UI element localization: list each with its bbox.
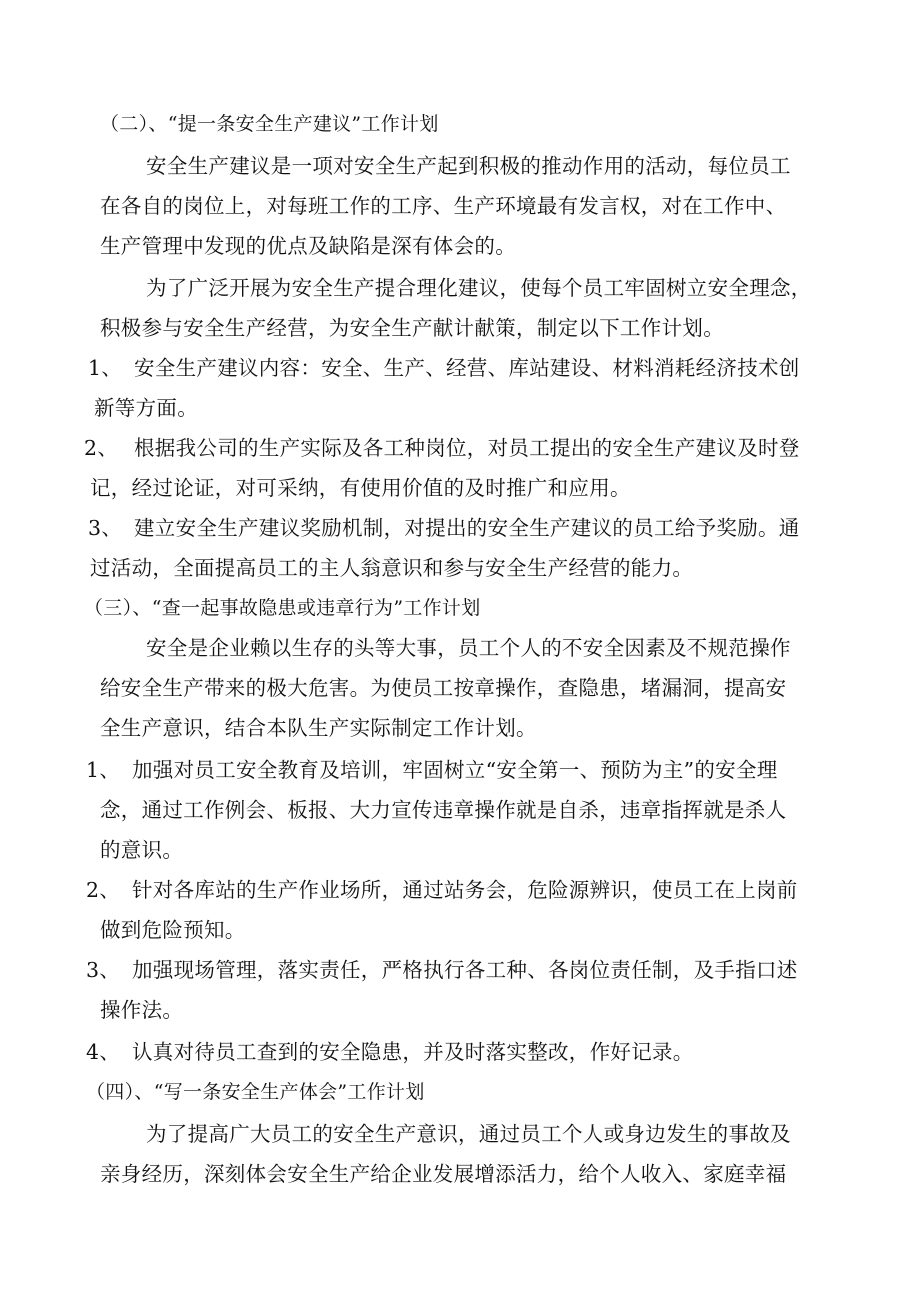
list-item-line: 过活动，全面提高员工的主人翁意识和参与安全生产经营的能力。 [90,556,694,580]
list-item-line: 加强现场管理，落实责任，严格执行各工种、各岗位责任制，及手指口述 [132,958,798,982]
list-item-line: 念，通过工作例会、板报、大力宣传违章操作就是自杀，违章指挥就是杀人 [100,798,787,822]
list-item-number: 2、 [86,878,121,902]
list-item-line: 记，经过论证，对可采纳，有使用价值的及时推广和应用。 [90,476,631,500]
list-item-line: 的意识。 [100,838,184,862]
list-item-line: 针对各库站的生产作业场所，通过站务会，危险源辨识，使员工在上岗前 [132,878,798,902]
paragraph-line: 亲身经历，深刻体会安全生产给企业发展增添活力，给个人收入、家庭幸福 [100,1162,787,1186]
paragraph-line: 为了提高广大员工的安全生产意识，通过员工个人或身边发生的事故及 [146,1122,791,1146]
list-item-line: 新等方面。 [94,396,198,420]
paragraph-line: 积极参与安全生产经营，为安全生产献计献策，制定以下工作计划。 [100,316,724,340]
section-heading: （四）、“写一条安全生产体会”工作计划 [86,1081,425,1103]
paragraph-line: 生产管理中发现的优点及缺陷是深有体会的。 [100,234,516,258]
list-item-number: 3、 [86,958,121,982]
list-item-line: 认真对待员工查到的安全隐患，并及时落实整改，作好记录。 [132,1040,694,1064]
list-item-number: 2、 [84,436,119,460]
section-heading: （三）、“查一起事故隐患或违章行为”工作计划 [84,597,481,619]
paragraph-line: 在各自的岗位上，对每班工作的工序、生产环境最有发言权，对在工作中、 [100,194,787,218]
list-item-number: 3、 [88,516,123,540]
list-item-line: 操作法。 [100,998,184,1022]
list-item-number: 4、 [86,1040,121,1064]
paragraph-line: 全生产意识，结合本队生产实际制定工作计划。 [100,716,537,740]
list-item-line: 根据我公司的生产实际及各工种岗位，对员工提出的安全生产建议及时登 [134,436,800,460]
section-heading: （二）、“提一条安全生产建议”工作计划 [100,113,439,135]
paragraph-line: 安全是企业赖以生存的头等大事，员工个人的不安全因素及不规范操作 [146,636,791,660]
list-item-number: 1、 [86,758,121,782]
paragraph-line: 给安全生产带来的极大危害。为使员工按章操作，查隐患，堵漏洞，提高安 [100,676,787,700]
list-item-line: 做到危险预知。 [100,918,246,942]
paragraph-line: 为了广泛开展为安全生产提合理化建议，使每个员工牢固树立安全理念， [146,276,812,300]
list-item-number: 1、 [88,356,123,380]
list-item-line: 建立安全生产建议奖励机制，对提出的安全生产建议的员工给予奖励。通 [134,516,800,540]
list-item-line: 安全生产建议内容：安全、生产、经营、库站建设、材料消耗经济技术创 [134,356,800,380]
list-item-line: 加强对员工安全教育及培训，牢固树立“安全第一、预防为主”的安全理 [132,758,778,782]
paragraph-line: 安全生产建议是一项对安全生产起到积极的推动作用的活动，每位员工 [146,154,791,178]
